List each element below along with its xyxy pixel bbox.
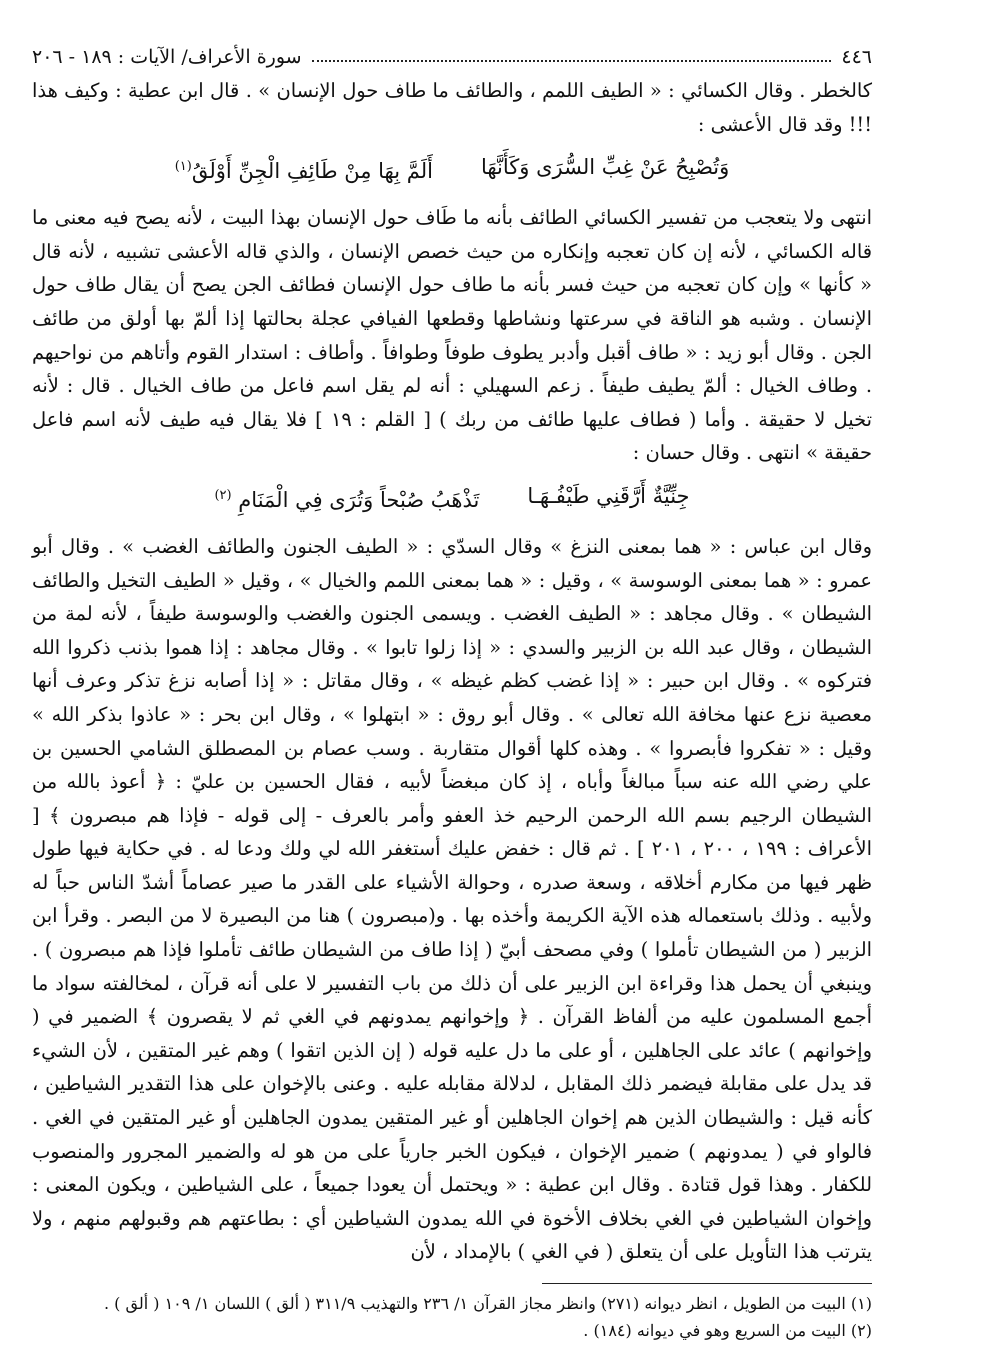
header-dotted-leader <box>312 60 832 62</box>
verse-1-first-hemistich: وَتُصْبِحُ عَنْ غِبِّ السُّرَى وَكَأَنَّهَا <box>480 155 730 180</box>
page-header <box>32 40 872 74</box>
footnote-marker-1: (١) <box>174 159 192 175</box>
footnote-2: (٢) البيت من السريع وهو في ديوانه (١٨٤) . <box>583 1321 872 1340</box>
page-number: ٤٤٦ <box>841 46 872 68</box>
footnote-separator <box>542 1283 872 1284</box>
footnote-marker-2: (٢) <box>214 487 232 503</box>
footnote-1: (١) البيت من الطويل ، انظر ديوانه (٢٧١) وانظر مجاز القرآن ١/ ٢٣٦ والتهذيب ٣١١/٩ ( ألق ) اللسان ١/ ١٠٩ ( ألق ) . <box>103 1294 872 1313</box>
verse-2-first-hemistich: جِنِّيَّةٌ أَرَّقَنِي طَيْفُـهَـا <box>527 483 690 508</box>
book-page <box>32 40 873 1340</box>
page-title: سورة الأعراف/ الآيات : ١٨٩ - ٢٠٦ <box>32 46 302 68</box>
verse-2-second-hemistich: تَذْهَبُ صُبْحاً وَتُرَى فِي الْمَنَامِ $^{(٢)}$ <box>214 487 480 512</box>
paragraph-1: كالخطر . وقال الكسائي : « الطيف اللمم ، والطائف ما طاف حول الإنسان » . قال ابن عطية : وكيف هذا !!! وقد قال الأعشى : <box>32 79 872 136</box>
paragraph-2: انتهى ولا يتعجب من تفسير الكسائي الطائف بأنه ما طَاف حول الإنسان بهذا البيت ، لأنه يصح فيه معنى ما قاله الكسائي ، لأنه إن كان تعجبه وإنكاره من حيث خصص الإنسان ، والذي قاله الأعشى تشبيه ، لأنه قال « كأنها » وإن كان تعجبه من حيث فسر بأنه ما طاف حول الإنسان فطائف الجن يصح أن يقال طاف حول الإنسان . وشبه هو الناقة في سرعتها ونشاطها وقطعها الفيافي عجلة بحالتها إذا ألمّ بها أولق من طائف الجن . وقال أبو زيد : « طاف أقبل وأدبر يطوف طوفاً وطوافاً . وأطاف : استدار القوم وأتاهم من نواحيهم . وطاف الخيال : ألمّ يطيف طيفاً . زعم السهيلي : أنه لم يقل اسم فاعل من طاف الخيال . قال : لأنه تخيل لا حقيقة . وأما ( فطاف عليها طائف من ربك ) [ القلم : ١٩ ] فلا يقال فيه طيف لأنه اسم فاعل حقيقة » انتهى . وقال حسان : <box>32 206 872 465</box>
verse-1-second-hemistich: أَلَمَّ بِهَا مِنْ طَائِفِ الْجِنِّ أَوْلَقُ$^{(١)}$ <box>174 159 433 184</box>
verse-2 <box>32 476 872 520</box>
verse-1 <box>32 147 872 191</box>
paragraph-3: وقال ابن عباس : « هما بمعنى النزغ » وقال السدّي : « الطيف الجنون والطائف الغضب » . وقال أبو عمرو : « هما بمعنى الوسوسة » ، وقيل : « هما بمعنى اللمم والخيال » ، وقيل « الطيف التخيل والطائف الشيطان » . وقال مجاهد : « الطيف الغضب . ويسمى الجنون والغضب والوسوسة طيفاً ، لأنه لمة من الشيطان ، وقال عبد الله بن الزبير والسدي : « إذا زلوا تابوا » . وقال مجاهد : إذا هموا بذنب ذكروا الله فتركوه » . وقال ابن حبير : « إذا غضب كظم غيظه » ، وقال مقاتل : « إذا أصابه نزغ تذكر وعرف أنها معصية نزع عنها مخافة الله تعالى » . وقال أبو روق : « ابتهلوا » ، وقال ابن بحر : « عاذوا بذكر الله » وقيل : « تفكروا فأبصروا » . وهذه كلها أقوال متقاربة . وسب عصام بن المصطلق الشامي الحسين بن علي رضي الله عنه سباً مبالغاً وأباه ، إذ كان مبغضاً لأبيه ، فقال الحسين بن عليّ : ﴿ أعوذ بالله من الشيطان الرجيم بسم الله الرحمن الرحيم خذ العفو وأمر بالعرف - إلى قوله - فإذا هم مبصرون ﴾ [ الأعراف : ١٩٩ ، ٢٠٠ ، ٢٠١ ] . ثم قال : خفض عليك أستغفر الله لي ولك ودعا له . في حكاية فيها طول ظهر فيها من مكارم أخلاقه ، وسعة صدره ، وحوالة الأشياء على القدر ما صير عصاماً أشدّ الناس حباً له ولأبيه . وذلك باستعماله هذه الآية الكريمة وأخذه بها . و(مبصرون ) هنا من البصيرة لا من البصر . وقرأ ابن الزبير ( من الشيطان تأملوا ) وفي مصحف أبيّ ( إذا طاف من الشيطان طائف تأملوا فإذا هم مبصرون ) . وينبغي أن يحمل هذا وقراءة ابن الزبير على أن ذلك من باب التفسير لا على أنه قرآن ، لمخالفته سواد ما أجمع المسلمون عليه من ألفاظ القرآن . ﴿ وإخوانهم يمدونهم في الغي ثم لا يقصرون ﴾ الضمير في ( وإخوانهم ) عائد على الجاهلين ، أو على ما دل عليه قوله ( إن الذين اتقوا ) وهم غير المتقين ، لأن الشيء قد يدل على مقابلة فيضمر ذلك المقابل ، لدلالة مقابله عليه . وعنى بالإخوان على هذا التقدير الشياطين ، كأنه قيل : والشيطان الذين هم إخوان الجاهلين أو غير المتقين يمدون الجاهلين أو غير المتقين في الغي . فالواو في ( يمدونهم ) ضمير الإخوان ، فيكون الخبر جارياً على من هو له والضمير المجرور والمنصوب للكفار . وهذا قول قتادة . وقال ابن عطية : « ويحتمل أن يعودا جميعاً ، على الشياطين ، ويكون المعنى : وإخوان الشياطين في الغي بخلاف الأخوة في الله يمدون الشياطين أي : بطاعتهم هم وقبولهم منهم ، ولا يترتب هذا التأويل على أن يتعلق ( في الغي ) بالإمداد ، لأن <box>32 534 873 1264</box>
